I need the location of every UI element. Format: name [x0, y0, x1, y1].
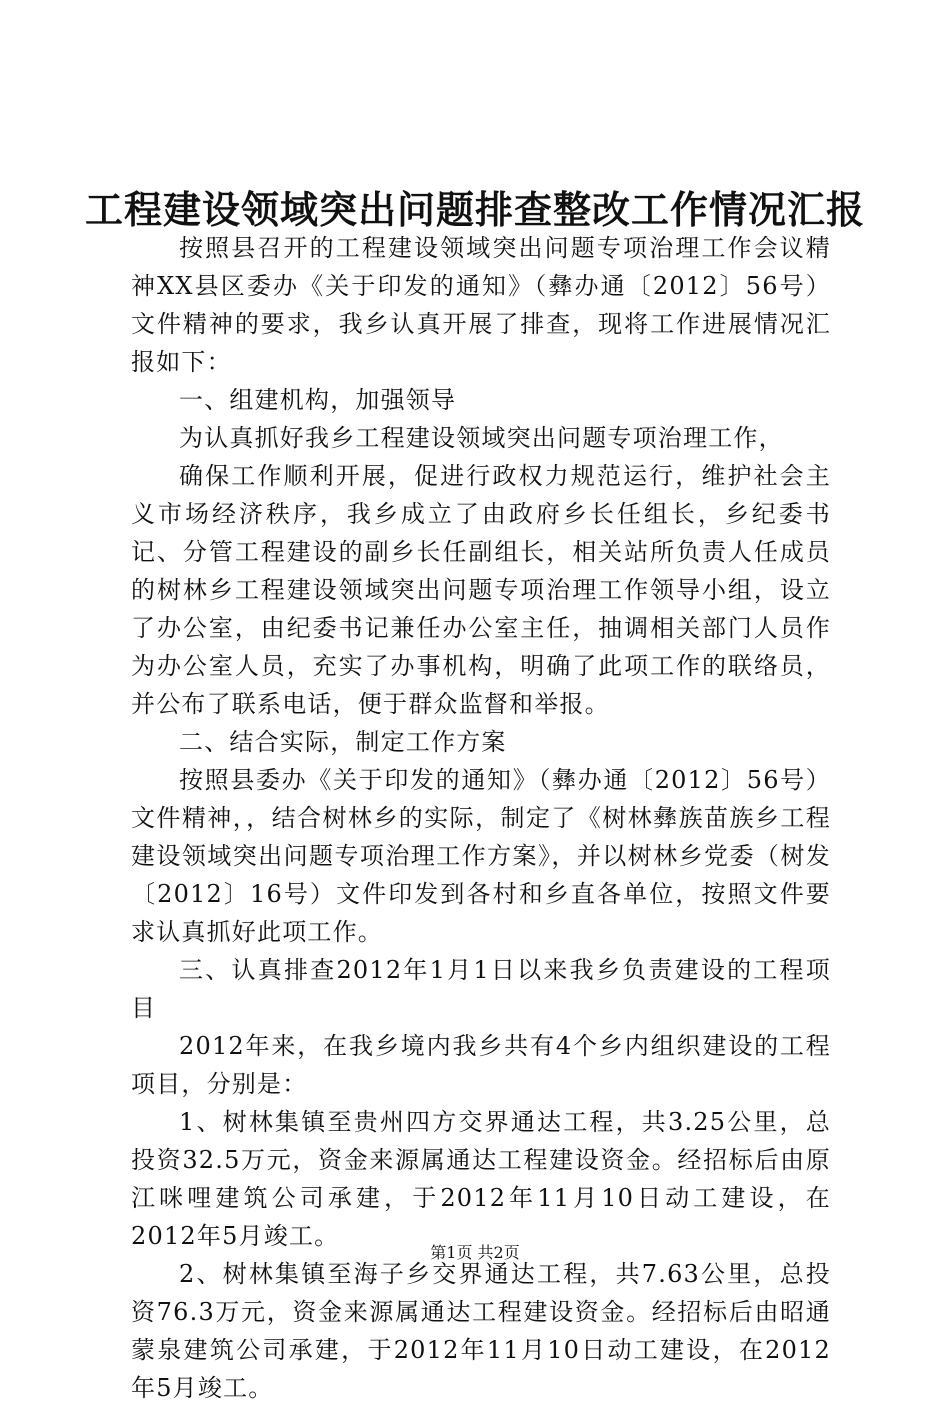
paragraph-project-1: 1、树林集镇至贵州四方交界通达工程，共3.25公里，总投资32.5万元，资金来源属通达工程建设资金。经招标后由原江咪哩建筑公司承建，于2012年11月10日动工建设，在2012年5月竣工。 — [131, 1108, 831, 1250]
page-footer: 第1页 共2页 — [430, 1243, 520, 1262]
document-body — [131, 229, 831, 1407]
paragraph: 为认真抓好我乡工程建设领域突出问题专项治理工作， — [179, 424, 784, 452]
paragraph: 2012年来，在我乡境内我乡共有4个乡内组织建设的工程项目，分别是： — [131, 1032, 831, 1098]
document-title: 工程建设领域突出问题排查整改工作情况汇报 — [84, 187, 865, 232]
section-heading-1: 一、组建机构，加强领导 — [179, 386, 457, 414]
paragraph: 确保工作顺利开展，促进行政权力规范运行，维护社会主义市场经济秩序，我乡成立了由政府乡长任组长，乡纪委书记、分管工程建设的副乡长任副组长，相关站所负责人任成员的树林乡工程建设领域突出问题专项治理工作领导小组，设立了办公室，由纪委书记兼任办公室主任，抽调相关部门人员作为办公室人员，充实了办事机构，明确了此项工作的联络员，并公布了联系电话，便于群众监督和举报。 — [131, 462, 831, 718]
section-heading-3: 三、认真排查2012年1月1日以来我乡负责建设的工程项目 — [131, 956, 831, 1022]
paragraph-project-2: 2、树林集镇至海子乡交界通达工程，共7.63公里，总投资76.3万元，资金来源属通达工程建设资金。经招标后由昭通蒙泉建筑公司承建，于2012年11月10日动工建设，在2012年5月竣工。 — [131, 1260, 831, 1402]
section-heading-2: 二、结合实际，制定工作方案 — [179, 728, 507, 756]
paragraph-intro: 按照县召开的工程建设领域突出问题专项治理工作会议精神XX县区委办《关于印发的通知》（彝办通〔2012〕56号）文件精神的要求，我乡认真开展了排查，现将工作进展情况汇报如下： — [131, 234, 831, 376]
paragraph: 按照县委办《关于印发的通知》（彝办通〔2012〕56号）文件精神，，结合树林乡的实际，制定了《树林彝族苗族乡工程建设领域突出问题专项治理工作方案》，并以树林乡党委（树发〔2012〕16号）文件印发到各村和乡直各单位，按照文件要求认真抓好此项工作。 — [131, 766, 831, 946]
